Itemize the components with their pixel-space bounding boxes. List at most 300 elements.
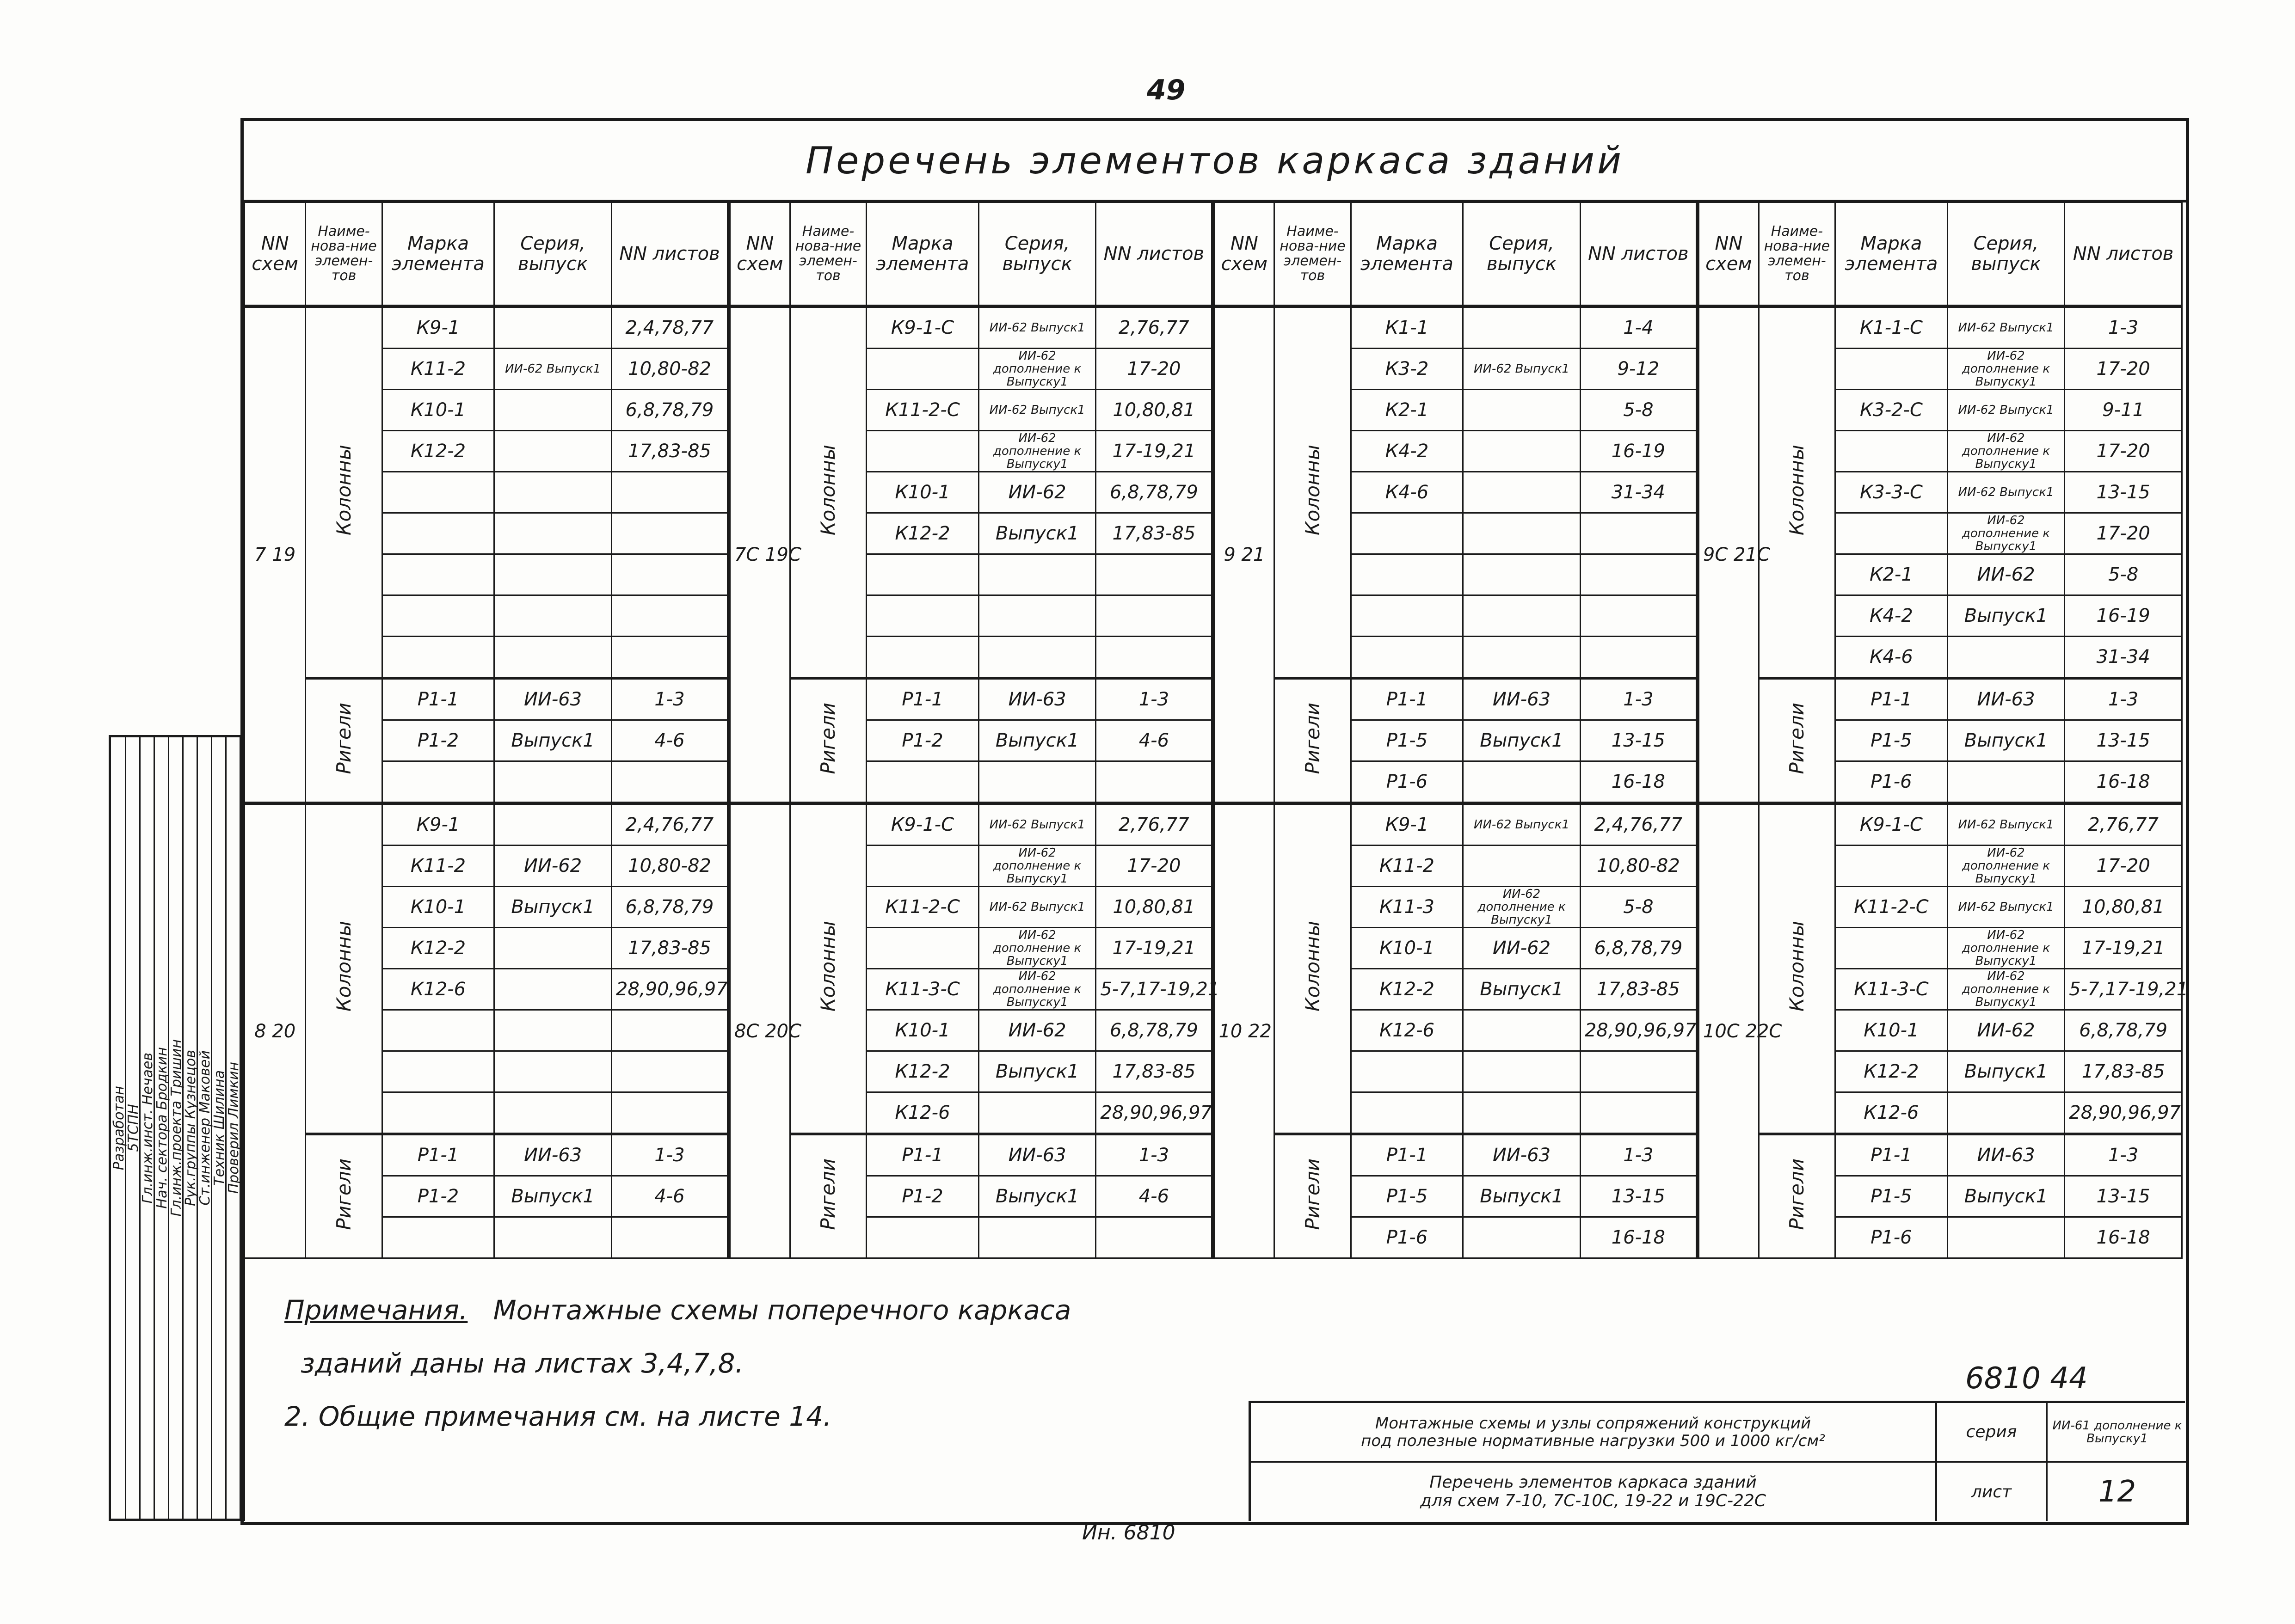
cell-sheets: 16-18 — [2065, 761, 2182, 803]
stamp-desc-3: Перечень элементов каркаса зданий — [1429, 1473, 1757, 1492]
cell-series — [494, 803, 612, 846]
cell-sheets: 4-6 — [611, 1176, 729, 1217]
cell-sheets — [1580, 637, 1698, 679]
cell-sheets: 17,83-85 — [611, 928, 729, 969]
cell-series — [1463, 472, 1581, 513]
cell-sheets: 2,4,76,77 — [611, 803, 729, 846]
header-mark: Марка элемента — [1351, 202, 1463, 306]
cell-series: ИИ-63 — [978, 678, 1096, 720]
cell-sheets: 2,76,77 — [2065, 803, 2182, 846]
cell-mark — [382, 595, 494, 637]
cell-series: ИИ-63 — [1463, 678, 1581, 720]
cell-series — [978, 1217, 1096, 1258]
element-type-girders — [790, 678, 866, 803]
cell-series — [978, 554, 1096, 595]
element-type-columns — [790, 803, 866, 1134]
cell-series: ИИ-62 дополнение к Выпуску1 — [1463, 887, 1581, 928]
cell-mark: Р1-1 — [867, 678, 979, 720]
cell-sheets: 2,4,76,77 — [1580, 803, 1698, 846]
element-type-label: Ригели — [332, 702, 355, 774]
cell-series: ИИ-62 Выпуск1 — [1463, 803, 1581, 846]
cell-series — [1947, 761, 2065, 803]
cell-sheets: 6,8,78,79 — [611, 887, 729, 928]
cell-mark — [382, 1010, 494, 1051]
side-stamp-text: Ст.инженер Маковей — [197, 1050, 213, 1206]
cell-series — [494, 306, 612, 349]
cell-mark — [867, 928, 979, 969]
header-sheets: NN листов — [2065, 202, 2182, 306]
cell-series — [1463, 637, 1581, 679]
side-stamp-text: Гл.инж.инст. Нечаев — [140, 1052, 156, 1204]
cell-mark: К10-1 — [1835, 1010, 1948, 1051]
cell-sheets: 9-11 — [2065, 390, 2182, 431]
stamp-series-value: ИИ-61 дополнение к Выпуску1 — [2046, 1403, 2187, 1463]
cell-sheets: 1-3 — [1096, 678, 1213, 720]
cell-series: ИИ-63 — [1947, 678, 2065, 720]
cell-mark: К12-6 — [1835, 1092, 1948, 1134]
cell-sheets: 9-12 — [1580, 349, 1698, 390]
header-series: Серия, выпуск — [978, 202, 1096, 306]
header-series: Серия, выпуск — [494, 202, 612, 306]
side-stamp-entry — [168, 737, 184, 1519]
cell-series — [494, 928, 612, 969]
cell-sheets: 6,8,78,79 — [1580, 928, 1698, 969]
cell-sheets — [611, 513, 729, 554]
cell-series: Выпуск1 — [1947, 1051, 2065, 1092]
cell-mark — [867, 595, 979, 637]
cell-series: ИИ-62 Выпуск1 — [978, 390, 1096, 431]
element-type-label: Ригели — [1785, 1158, 1809, 1230]
cell-series: ИИ-62 — [1463, 928, 1581, 969]
notes-heading: Примечания. — [284, 1294, 468, 1326]
cell-series: Выпуск1 — [494, 887, 612, 928]
cell-mark — [1351, 554, 1463, 595]
cell-sheets — [1580, 513, 1698, 554]
cell-sheets — [1096, 1217, 1213, 1258]
cell-mark: К12-2 — [1835, 1051, 1948, 1092]
cell-mark: Р1-1 — [382, 678, 494, 720]
cell-mark: Р1-6 — [1835, 1217, 1948, 1258]
element-type-girders — [306, 678, 382, 803]
cell-series: ИИ-62 Выпуск1 — [1947, 390, 2065, 431]
cell-series: ИИ-62 дополнение к Выпуску1 — [1947, 928, 2065, 969]
element-type-label: Ригели — [1301, 702, 1324, 774]
cell-mark: К9-1 — [1351, 803, 1463, 846]
cell-series — [494, 761, 612, 803]
cell-series: ИИ-63 — [494, 678, 612, 720]
cell-mark: Р1-2 — [382, 1176, 494, 1217]
cell-series: Выпуск1 — [1947, 1176, 2065, 1217]
cell-mark: К12-2 — [1351, 969, 1463, 1010]
cell-sheets: 4-6 — [1096, 1176, 1213, 1217]
element-type-label: Колонны — [817, 921, 840, 1012]
cell-sheets: 10,80,81 — [2065, 887, 2182, 928]
cell-sheets: 1-3 — [2065, 1134, 2182, 1176]
cell-sheets: 17-19,21 — [1096, 431, 1213, 472]
cell-mark: Р1-2 — [382, 720, 494, 761]
element-type-label: Ригели — [817, 702, 840, 774]
element-type-label: Колонны — [332, 921, 355, 1012]
cell-series: ИИ-62 — [978, 472, 1096, 513]
cell-series: Выпуск1 — [978, 1176, 1096, 1217]
cell-series — [1463, 761, 1581, 803]
cell-series: Выпуск1 — [978, 513, 1096, 554]
cell-sheets: 1-3 — [611, 1134, 729, 1176]
cell-sheets — [611, 595, 729, 637]
cell-series — [978, 637, 1096, 679]
cell-sheets: 17-20 — [1096, 846, 1213, 887]
cell-sheets: 17-20 — [1096, 349, 1213, 390]
cell-mark: К12-2 — [382, 431, 494, 472]
cell-mark — [382, 472, 494, 513]
cell-sheets: 17,83-85 — [611, 431, 729, 472]
element-type-girders — [1274, 678, 1351, 803]
cell-mark: Р1-5 — [1835, 720, 1948, 761]
cell-mark: К11-3 — [1351, 887, 1463, 928]
cell-mark — [867, 431, 979, 472]
side-stamp-entry — [197, 737, 212, 1519]
cell-sheets: 1-4 — [1580, 306, 1698, 349]
cell-mark: К12-2 — [867, 1051, 979, 1092]
element-type-girders — [306, 1134, 382, 1258]
cell-series: ИИ-62 дополнение к Выпуску1 — [978, 846, 1096, 887]
side-signature-stamp — [109, 735, 245, 1521]
cell-sheets: 10,80,81 — [1096, 390, 1213, 431]
cell-series — [1463, 1217, 1581, 1258]
scheme-number: 9С 21С — [1698, 306, 1759, 803]
scheme-number: 7С 19С — [729, 306, 790, 803]
cell-mark — [1835, 349, 1948, 390]
header-name: Наиме-нова-ние элемен-тов — [1274, 202, 1351, 306]
cell-sheets: 6,8,78,79 — [1096, 1010, 1213, 1051]
cell-sheets: 17,83-85 — [1096, 1051, 1213, 1092]
cell-sheets — [1580, 1092, 1698, 1134]
cell-mark: К11-2 — [382, 846, 494, 887]
cell-series: Выпуск1 — [1463, 1176, 1581, 1217]
cell-sheets: 10,80-82 — [1580, 846, 1698, 887]
cell-mark: К9-1-С — [867, 803, 979, 846]
cell-sheets: 16-19 — [2065, 595, 2182, 637]
cell-series — [494, 513, 612, 554]
cell-series: ИИ-62 дополнение к Выпуску1 — [1947, 513, 2065, 554]
cell-mark: Р1-5 — [1835, 1176, 1948, 1217]
scheme-number: 9 21 — [1213, 306, 1274, 803]
cell-mark: К11-2 — [382, 349, 494, 390]
notes-line-1 — [284, 1294, 1071, 1326]
cell-sheets — [611, 1092, 729, 1134]
cell-sheets — [611, 761, 729, 803]
cell-series — [494, 637, 612, 679]
cell-series: ИИ-62 — [978, 1010, 1096, 1051]
cell-series — [494, 595, 612, 637]
cell-series: ИИ-62 Выпуск1 — [978, 306, 1096, 349]
cell-mark: Р1-6 — [1835, 761, 1948, 803]
cell-series: Выпуск1 — [494, 720, 612, 761]
cell-mark — [382, 637, 494, 679]
cell-sheets — [611, 1051, 729, 1092]
cell-sheets: 4-6 — [611, 720, 729, 761]
cell-mark: К12-2 — [382, 928, 494, 969]
cell-series — [494, 1051, 612, 1092]
cell-sheets: 28,90,96,97 — [1580, 1010, 1698, 1051]
cell-series — [494, 1092, 612, 1134]
cell-series — [1463, 846, 1581, 887]
cell-mark: К12-2 — [867, 513, 979, 554]
scheme-number: 8С 20С — [729, 803, 790, 1258]
cell-series: ИИ-63 — [1463, 1134, 1581, 1176]
element-type-girders — [790, 1134, 866, 1258]
side-stamp-text: 5ТСПН — [125, 1104, 142, 1152]
header-sheets: NN листов — [1580, 202, 1698, 306]
cell-mark — [382, 1092, 494, 1134]
cell-mark: К4-2 — [1351, 431, 1463, 472]
cell-sheets: 13-15 — [1580, 720, 1698, 761]
cell-sheets: 2,76,77 — [1096, 803, 1213, 846]
side-stamp-text: Рук.группы Кузнецов — [183, 1049, 199, 1207]
cell-mark — [382, 513, 494, 554]
cell-mark: К9-1-С — [867, 306, 979, 349]
cell-sheets: 5-7,17-19,21 — [1096, 969, 1213, 1010]
cell-mark: Р1-2 — [867, 720, 979, 761]
title-block-description — [1251, 1403, 1935, 1463]
cell-mark: К1-1-С — [1835, 306, 1948, 349]
cell-mark: К9-1 — [382, 803, 494, 846]
cell-sheets — [1580, 554, 1698, 595]
cell-mark — [867, 637, 979, 679]
cell-sheets: 13-15 — [2065, 1176, 2182, 1217]
side-stamp-text: Техник Шилина — [211, 1070, 228, 1186]
cell-series: Выпуск1 — [1463, 969, 1581, 1010]
scheme-number: 7 19 — [245, 306, 306, 803]
cell-series — [1463, 1092, 1581, 1134]
cell-mark: К12-6 — [867, 1092, 979, 1134]
header-mark: Марка элемента — [867, 202, 979, 306]
element-type-columns — [306, 803, 382, 1134]
cell-mark: К1-1 — [1351, 306, 1463, 349]
cell-series: ИИ-62 дополнение к Выпуску1 — [1947, 349, 2065, 390]
cell-mark: Р1-2 — [867, 1176, 979, 1217]
cell-mark: К11-3-С — [867, 969, 979, 1010]
element-type-label: Колонны — [1301, 921, 1324, 1012]
cell-mark: Р1-5 — [1351, 720, 1463, 761]
cell-series: ИИ-63 — [1947, 1134, 2065, 1176]
cell-sheets: 28,90,96,97 — [611, 969, 729, 1010]
cell-mark — [1835, 846, 1948, 887]
cell-sheets: 5-8 — [1580, 390, 1698, 431]
cell-sheets — [1096, 761, 1213, 803]
element-type-columns — [1759, 306, 1835, 679]
header-name: Наиме-нова-ние элемен-тов — [790, 202, 866, 306]
cell-sheets — [1096, 595, 1213, 637]
element-type-columns — [1274, 306, 1351, 679]
cell-sheets: 6,8,78,79 — [2065, 1010, 2182, 1051]
cell-series — [1463, 390, 1581, 431]
cell-series — [494, 472, 612, 513]
stamp-sheet-value: 12 — [2046, 1463, 2187, 1521]
cell-mark — [1835, 431, 1948, 472]
element-type-label: Ригели — [332, 1158, 355, 1230]
page-number: 49 — [1147, 74, 1186, 106]
cell-series: ИИ-62 Выпуск1 — [978, 803, 1096, 846]
cell-sheets: 1-3 — [2065, 678, 2182, 720]
cell-mark — [867, 761, 979, 803]
cell-mark: К4-6 — [1351, 472, 1463, 513]
cell-mark: Р1-6 — [1351, 1217, 1463, 1258]
cell-mark — [1351, 1051, 1463, 1092]
cell-series: Выпуск1 — [1947, 720, 2065, 761]
cell-sheets — [1580, 595, 1698, 637]
cell-mark: Р1-1 — [382, 1134, 494, 1176]
notes-text-2: зданий даны на листах 3,4,7,8. — [301, 1348, 744, 1379]
header-mark: Марка элемента — [1835, 202, 1948, 306]
side-stamp-text: Проверил Лимкин — [226, 1062, 242, 1194]
cell-series — [1947, 637, 2065, 679]
element-type-columns — [1759, 803, 1835, 1134]
side-stamp-text: Нач. сектора Бродкин — [154, 1047, 170, 1209]
cell-series: ИИ-62 — [1947, 554, 2065, 595]
cell-mark: К2-1 — [1835, 554, 1948, 595]
cell-mark: К9-1-С — [1835, 803, 1948, 846]
cell-series — [978, 761, 1096, 803]
cell-sheets: 10,80,81 — [1096, 887, 1213, 928]
cell-sheets: 28,90,96,97 — [1096, 1092, 1213, 1134]
cell-series — [494, 390, 612, 431]
side-stamp-entry — [111, 737, 126, 1519]
stamp-desc-2: под полезные нормативные нагрузки 500 и 1000 кг/см² — [1361, 1431, 1825, 1450]
cell-series — [1463, 554, 1581, 595]
element-type-columns — [306, 306, 382, 679]
cell-series — [1463, 1010, 1581, 1051]
cell-sheets: 10,80-82 — [611, 846, 729, 887]
cell-mark: К3-3-С — [1835, 472, 1948, 513]
cell-mark: К11-2-С — [867, 887, 979, 928]
cell-series: ИИ-62 Выпуск1 — [1463, 349, 1581, 390]
cell-sheets: 17,83-85 — [1096, 513, 1213, 554]
cell-sheets: 17-19,21 — [1096, 928, 1213, 969]
cell-series — [1463, 1051, 1581, 1092]
cell-sheets: 17-20 — [2065, 846, 2182, 887]
cell-series: ИИ-62 дополнение к Выпуску1 — [978, 349, 1096, 390]
cell-mark: К4-2 — [1835, 595, 1948, 637]
cell-mark: Р1-1 — [1351, 1134, 1463, 1176]
element-type-label: Колонны — [1785, 921, 1809, 1012]
cell-series: ИИ-62 дополнение к Выпуску1 — [1947, 969, 2065, 1010]
cell-mark: К9-1 — [382, 306, 494, 349]
cell-series: ИИ-62 дополнение к Выпуску1 — [978, 928, 1096, 969]
cell-sheets — [611, 472, 729, 513]
cell-sheets: 16-18 — [1580, 761, 1698, 803]
cell-series: ИИ-62 Выпуск1 — [1947, 803, 2065, 846]
cell-sheets: 31-34 — [1580, 472, 1698, 513]
cell-series: Выпуск1 — [978, 1051, 1096, 1092]
cell-sheets: 17-20 — [2065, 349, 2182, 390]
cell-mark: К11-2 — [1351, 846, 1463, 887]
cell-mark: Р1-6 — [1351, 761, 1463, 803]
stamp-desc-4: для схем 7-10, 7С-10С, 19-22 и 19С-22С — [1420, 1491, 1766, 1510]
cell-sheets — [611, 1217, 729, 1258]
title-block — [1249, 1401, 2185, 1521]
element-type-label: Ригели — [817, 1158, 840, 1230]
cell-series: ИИ-62 дополнение к Выпуску1 — [978, 969, 1096, 1010]
scheme-number: 8 20 — [245, 803, 306, 1258]
cell-series: ИИ-62 Выпуск1 — [494, 349, 612, 390]
cell-sheets: 17-20 — [2065, 513, 2182, 554]
cell-series: ИИ-62 — [494, 846, 612, 887]
stamp-series-label: серия — [1935, 1403, 2046, 1463]
cell-series: ИИ-62 дополнение к Выпуску1 — [978, 431, 1096, 472]
cell-mark — [867, 349, 979, 390]
side-stamp-text: Разработан — [111, 1085, 127, 1171]
cell-series: ИИ-62 Выпуск1 — [1947, 306, 2065, 349]
cell-mark — [382, 761, 494, 803]
cell-sheets: 5-8 — [2065, 554, 2182, 595]
cell-mark — [867, 846, 979, 887]
cell-mark — [1835, 928, 1948, 969]
cell-sheets — [1580, 1051, 1698, 1092]
header-mark: Марка элемента — [382, 202, 494, 306]
header-sheets: NN листов — [611, 202, 729, 306]
cell-sheets: 10,80-82 — [611, 349, 729, 390]
side-stamp-entry — [125, 737, 141, 1519]
cell-series: Выпуск1 — [978, 720, 1096, 761]
cell-mark: К12-6 — [382, 969, 494, 1010]
side-stamp-entry — [154, 737, 169, 1519]
cell-mark: К11-3-С — [1835, 969, 1948, 1010]
cell-sheets: 6,8,78,79 — [1096, 472, 1213, 513]
cell-sheets: 5-8 — [1580, 887, 1698, 928]
cell-series: Выпуск1 — [1463, 720, 1581, 761]
cell-series — [1463, 595, 1581, 637]
cell-mark: Р1-5 — [1351, 1176, 1463, 1217]
cell-series: ИИ-62 дополнение к Выпуску1 — [1947, 846, 2065, 887]
cell-sheets: 28,90,96,97 — [2065, 1092, 2182, 1134]
cell-sheets — [611, 637, 729, 679]
element-type-girders — [1759, 678, 1835, 803]
side-stamp-entry — [226, 737, 241, 1519]
cell-sheets: 16-18 — [2065, 1217, 2182, 1258]
cell-sheets: 17-19,21 — [2065, 928, 2182, 969]
page-title: Перечень элементов каркаса зданий — [244, 121, 2186, 202]
cell-series: ИИ-62 Выпуск1 — [1947, 887, 2065, 928]
element-type-columns — [1274, 803, 1351, 1134]
cell-sheets: 17-20 — [2065, 431, 2182, 472]
cell-mark — [382, 1217, 494, 1258]
element-type-columns — [790, 306, 866, 679]
cell-sheets: 5-7,17-19,21 — [2065, 969, 2182, 1010]
cell-mark: К12-6 — [1351, 1010, 1463, 1051]
element-type-girders — [1759, 1134, 1835, 1258]
cell-series: Выпуск1 — [494, 1176, 612, 1217]
cell-sheets: 17,83-85 — [1580, 969, 1698, 1010]
cell-sheets: 13-15 — [1580, 1176, 1698, 1217]
stamp-desc-1: Монтажные схемы и узлы сопряжений конструкций — [1375, 1414, 1811, 1433]
cell-sheets — [1096, 554, 1213, 595]
cell-sheets: 6,8,78,79 — [611, 390, 729, 431]
element-type-label: Колонны — [1301, 444, 1324, 536]
side-stamp-entry — [140, 737, 155, 1519]
cell-series — [1463, 513, 1581, 554]
cell-mark: К3-2 — [1351, 349, 1463, 390]
notes-text-1: Монтажные схемы поперечного каркаса — [493, 1294, 1071, 1326]
header-name: Наиме-нова-ние элемен-тов — [306, 202, 382, 306]
side-stamp-entry — [211, 737, 227, 1519]
title-block-sheet-title — [1251, 1463, 1935, 1521]
element-type-girders — [1274, 1134, 1351, 1258]
side-stamp-entry — [183, 737, 198, 1519]
cell-mark: К4-6 — [1835, 637, 1948, 679]
cell-sheets: 2,76,77 — [1096, 306, 1213, 349]
cell-series — [1947, 1217, 2065, 1258]
